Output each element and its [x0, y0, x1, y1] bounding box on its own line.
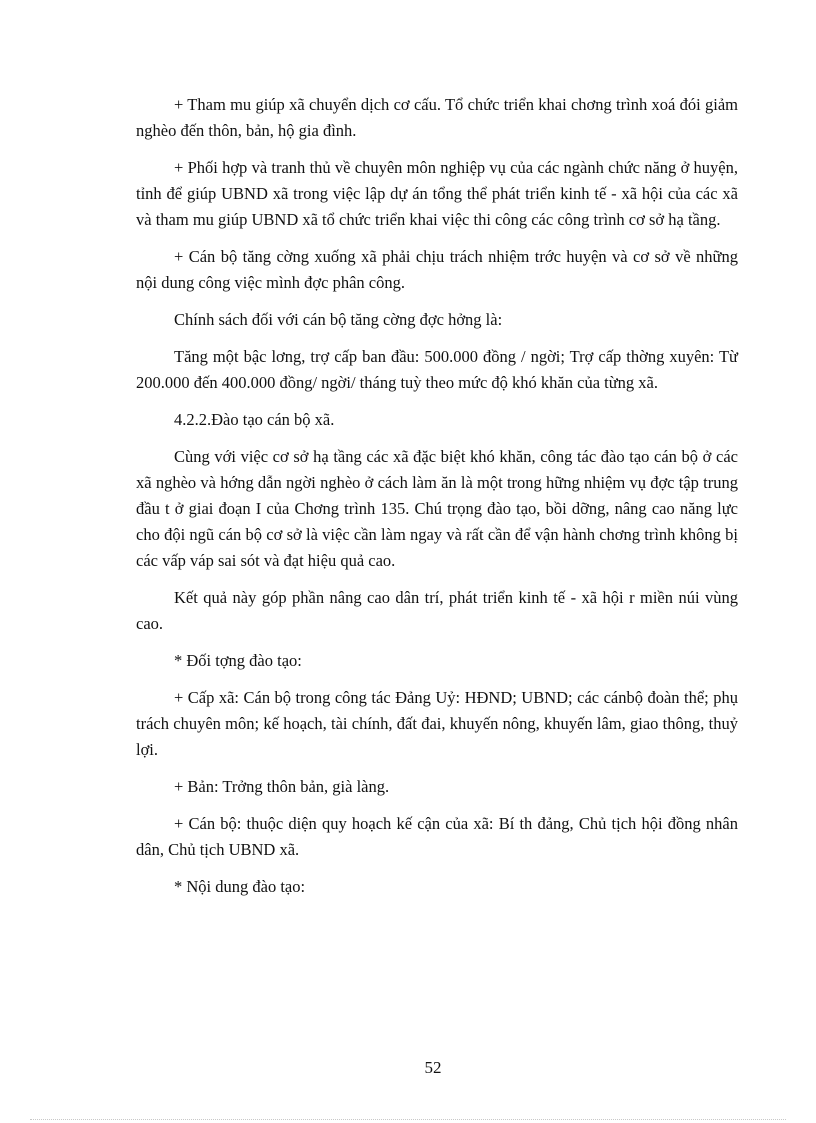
paragraph-can-bo-quy-hoach: + Cán bộ: thuộc diện quy hoạch kế cận của xã: Bí th đảng, Chủ tịch hội đồng nhân dân, Chủ tịch UBND xã.: [136, 814, 738, 859]
document-body: [136, 92, 738, 911]
subheading-noi-dung: * Nội dung đào tạo:: [174, 877, 306, 896]
paragraph-ket-qua: Kết quả này góp phần nâng cao dân trí, phát triển kinh tế - xã hội r miền núi vùng cao.: [136, 588, 738, 633]
paragraph-ban: + Bản: Trởng thôn bản, già làng.: [174, 777, 390, 796]
page-number: 52: [424, 1058, 442, 1077]
section-heading-dao-tao: 4.2.2.Đào tạo cán bộ xã.: [174, 410, 335, 429]
footer-dotted-divider: [30, 1119, 786, 1120]
subheading-doi-tuong: * Đối tợng đào tạo:: [174, 651, 302, 670]
paragraph-cung-voi: Cùng với việc cơ sở hạ tầng các xã đặc biệt khó khăn, công tác đào tạo cán bộ ở các xã nghèo và hớng dẫn ngời nghèo ở cách làm ăn là một trong hững nhiệm vụ đợc tập trung đầu t ở giai đoạn I của Chơng trình 135. Chú trọng đào tạo, bồi dỡng, nâng cao năng lực cho đội ngũ cán bộ cơ sở là việc cần làm ngay và rất cần để vận hành chơng trình không bị các vấp váp sai sót và đạt hiệu quả cao.: [136, 447, 738, 570]
paragraph-phoi-hop: + Phối hợp và tranh thủ về chuyên môn nghiệp vụ của các ngành chức năng ở huyện, tỉnh để giúp UBND xã trong việc lập dự án tổng thể phát triển kinh tế - xã hội của các xã và tham mu giúp UBND xã tổ chức triển khai việc thi công các công trình cơ sở hạ tầng.: [136, 158, 738, 229]
paragraph-can-bo-tang-cuong: + Cán bộ tăng cờng xuống xã phải chịu trách nhiệm trớc huyện và cơ sở về những nội dung công việc mình đợc phân công.: [136, 247, 738, 292]
paragraph-tang-bac-luong: Tăng một bậc lơng, trợ cấp ban đầu: 500.000 đồng / ngời; Trợ cấp thờng xuyên: Từ 200.000 đến 400.000 đồng/ ngời/ tháng tuỳ theo mức độ khó khăn của từng xã.: [136, 347, 738, 392]
paragraph-tham-muu: + Tham mu giúp xã chuyển dịch cơ cấu. Tổ chức triển khai chơng trình xoá đói giảm nghèo đến thôn, bản, hộ gia đình.: [136, 95, 738, 140]
paragraph-chinh-sach: Chính sách đối với cán bộ tăng cờng đợc hởng là:: [174, 310, 503, 329]
paragraph-cap-xa: + Cấp xã: Cán bộ trong công tác Đảng Uỷ: HĐND; UBND; các cánbộ đoàn thể; phụ trách chuyên môn; kế hoạch, tài chính, đất đai, khuyến nông, khuyến lâm, giao thông, thuỷ lợi.: [136, 688, 738, 759]
